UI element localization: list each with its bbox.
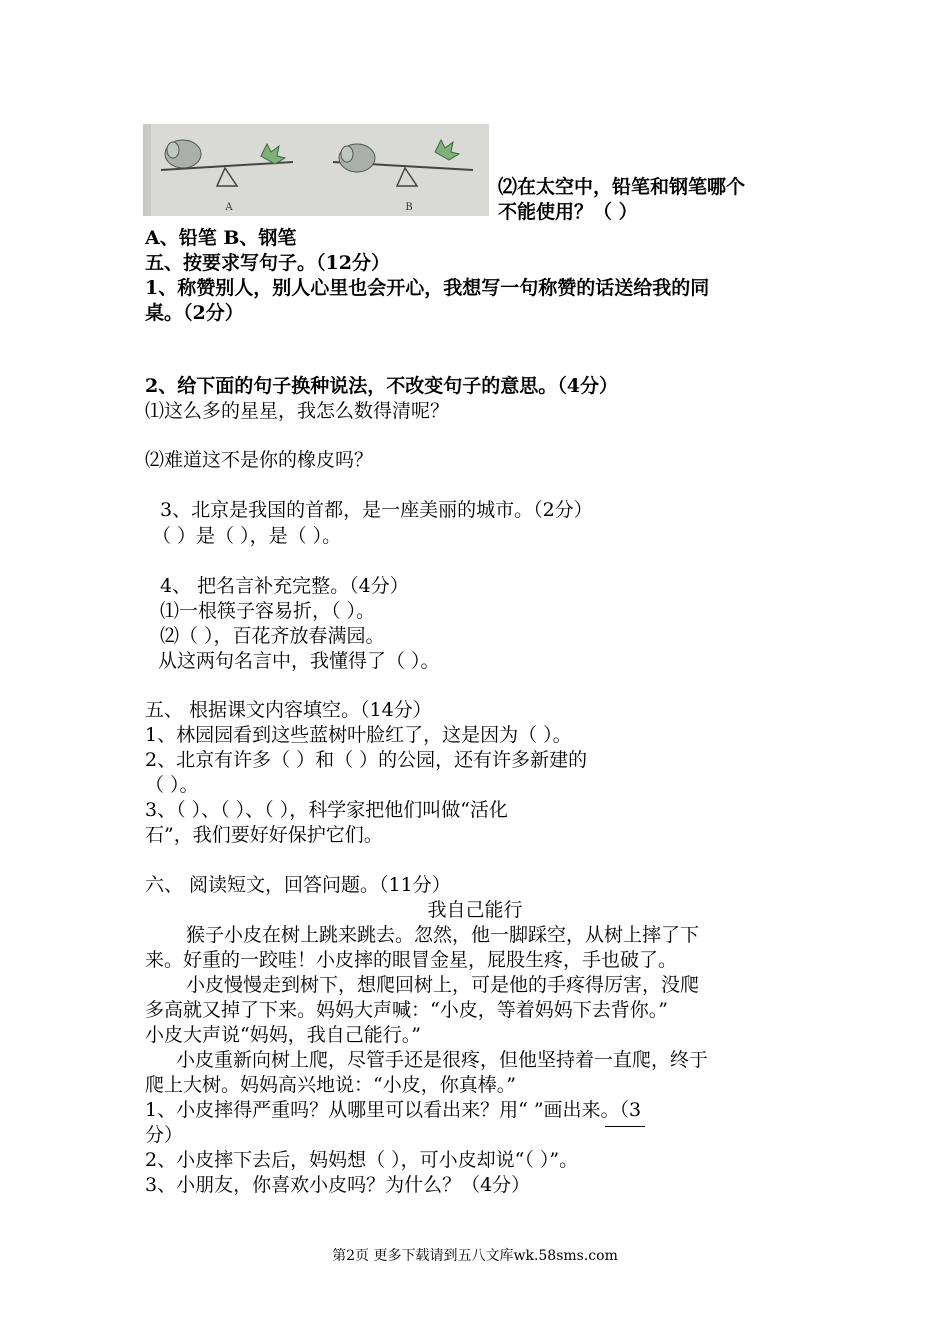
s6-q3-line1: 3、（ ）、（ ）、（ ），科学家把他们叫做“活化 xyxy=(145,799,508,821)
s5-q1-line2: 桌。（2分） xyxy=(145,302,244,324)
reading-q3: 3、小朋友，你喜欢小皮吗？为什么？（4分） xyxy=(145,1174,531,1196)
space-question-options: A、铅笔 B、钢笔 xyxy=(145,227,297,249)
story-p2-line1: 小皮慢慢走到树下，想爬回树上，可是他的手疼得厉害，没爬 xyxy=(186,974,700,996)
underline-mark xyxy=(605,1126,645,1127)
seesaw-a-label: A xyxy=(225,202,233,213)
space-question-line1: ⑵在太空中，铅笔和钢笔哪个 xyxy=(498,176,746,198)
s5-q3: 3、北京是我国的首都，是一座美丽的城市。（2分） xyxy=(160,499,593,521)
story-p2-line3: 小皮大声说“妈妈，我自己能行。” xyxy=(145,1024,421,1046)
s6-q2-line1: 2、北京有许多（ ）和（ ）的公园，还有许多新建的 xyxy=(145,749,588,771)
s5-q2-item2: ⑵难道这不是你的橡皮吗？ xyxy=(145,449,374,471)
section-5-title: 五、按要求写句子。（12分） xyxy=(145,252,390,274)
s5-q4-item1: ⑴一根筷子容易折，（ ）。 xyxy=(160,600,376,622)
story-p1-line1: 猴子小皮在树上跳来跳去。忽然，他一脚踩空，从树上摔了下 xyxy=(186,924,700,946)
section-6-title: 五、 根据课文内容填空。（14分） xyxy=(145,699,432,721)
story-p2-line2: 多高就又掉了下来。妈妈大声喊：“小皮，等着妈妈下去背你。” xyxy=(145,999,668,1021)
s5-q4-item3: 从这两句名言中，我懂得了（ ）。 xyxy=(158,650,440,672)
s5-q4-item2: ⑵（ ），百花齐放春满园。 xyxy=(160,625,385,647)
s5-q3-blanks: （ ）是（ ），是（ ）。 xyxy=(152,525,342,547)
reading-q2: 2、小皮摔下去后，妈妈想（ ），可小皮却说“（ ）”。 xyxy=(145,1149,579,1171)
s5-q1-line1: 1、称赞别人，别人心里也会开心，我想写一句称赞的话送给我的同 xyxy=(145,277,710,299)
story-title: 我自己能行 xyxy=(427,899,523,921)
seesaw-figure xyxy=(143,124,489,216)
section-7-title: 六、 阅读短文，回答问题。（11分） xyxy=(145,874,451,896)
s6-q3-line2: 石”，我们要好好保护它们。 xyxy=(145,824,383,846)
s6-q1: 1、林园园看到这些蓝树叶脸红了，这是因为（ ）。 xyxy=(145,724,572,746)
story-p3-line2: 爬上大树。妈妈高兴地说：“小皮，你真棒。” xyxy=(145,1074,516,1096)
reading-q1-line1: 1、小皮摔得严重吗？从哪里可以看出来？用“ ”画出来。（3 xyxy=(145,1099,642,1121)
s5-q2: 2、给下面的句子换种说法，不改变句子的意思。（4分） xyxy=(145,375,618,397)
story-p1-line2: 来。好重的一跤哇！小皮摔的眼冒金星，屁股生疼，手也破了。 xyxy=(145,949,678,971)
page-footer: 第2页 更多下载请到五八文库wk.58sms.com xyxy=(332,1248,618,1264)
s5-q4: 4、 把名言补充完整。（4分） xyxy=(160,575,409,597)
s5-q2-item1: ⑴这么多的星星，我怎么数得清呢？ xyxy=(145,400,450,422)
reading-q1-line2: 分） xyxy=(145,1124,184,1146)
space-question-line2: 不能使用？（ ） xyxy=(498,201,638,223)
s6-q2-line2: （ ）。 xyxy=(145,774,199,796)
seesaw-b-label: B xyxy=(405,202,413,213)
story-p3-line1: 小皮重新向树上爬，尽管手还是很疼，但他坚持着一直爬，终于 xyxy=(176,1049,709,1071)
